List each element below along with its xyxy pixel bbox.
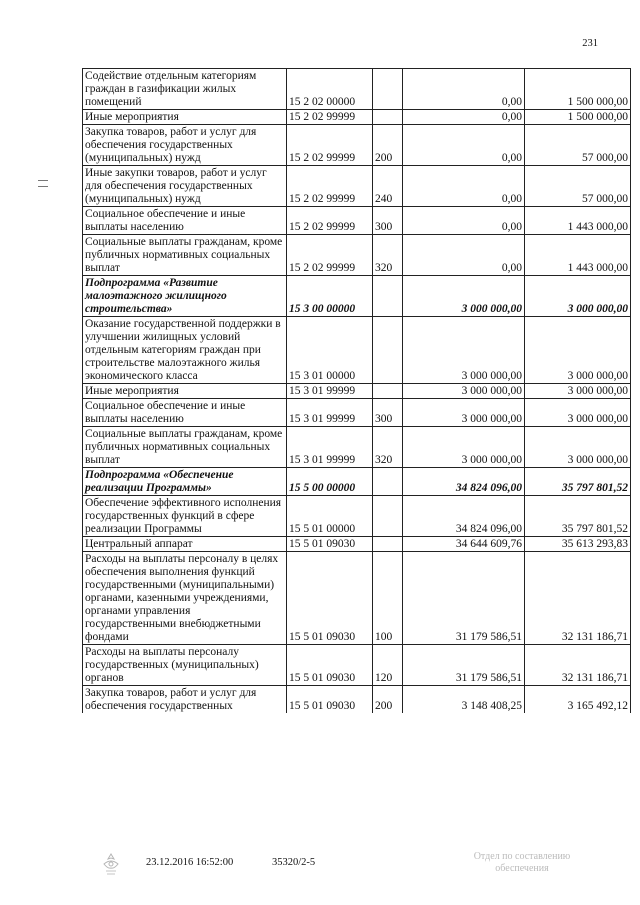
row-code: 15 3 01 99999 bbox=[287, 427, 373, 468]
table-row bbox=[83, 686, 631, 714]
table-row bbox=[83, 552, 631, 645]
row-kind bbox=[373, 276, 403, 317]
row-kind bbox=[373, 537, 403, 552]
row-code: 15 3 01 00000 bbox=[287, 317, 373, 384]
row-code: 15 2 02 99999 bbox=[287, 207, 373, 235]
table-row bbox=[83, 645, 631, 686]
row-kind: 240 bbox=[373, 166, 403, 207]
row-code: 15 5 01 09030 bbox=[287, 552, 373, 645]
table-row bbox=[83, 207, 631, 235]
row-value-2016: 0,00 bbox=[403, 125, 525, 166]
row-value-2017: 1 500 000,00 bbox=[525, 110, 631, 125]
row-kind bbox=[373, 496, 403, 537]
row-code: 15 5 01 00000 bbox=[287, 496, 373, 537]
row-value-2016: 3 148 408,25 bbox=[403, 686, 525, 714]
table-row bbox=[83, 384, 631, 399]
row-value-2016: 31 179 586,51 bbox=[403, 552, 525, 645]
row-value-2016: 0,00 bbox=[403, 235, 525, 276]
row-value-2017: 32 131 186,71 bbox=[525, 645, 631, 686]
row-code: 15 5 01 09030 bbox=[287, 686, 373, 714]
row-name: Социальное обеспечение и иные выплаты населению bbox=[83, 399, 287, 427]
table-row bbox=[83, 537, 631, 552]
row-code: 15 5 00 00000 bbox=[287, 468, 373, 496]
row-name: Оказание государственной поддержки в улучшении жилищных условий отдельным категориям граждан при строительстве малоэтажного жилья экономического класса bbox=[83, 317, 287, 384]
footer-datetime: 23.12.2016 16:52:00 bbox=[146, 857, 234, 868]
approval-stamp bbox=[452, 851, 592, 875]
row-code: 15 5 01 09030 bbox=[287, 537, 373, 552]
row-kind: 100 bbox=[373, 552, 403, 645]
table-row bbox=[83, 69, 631, 110]
budget-table bbox=[82, 68, 631, 713]
row-code: 15 2 02 99999 bbox=[287, 110, 373, 125]
row-name: Социальные выплаты гражданам, кроме публичных нормативных социальных выплат bbox=[83, 235, 287, 276]
row-name: Социальные выплаты гражданам, кроме публичных нормативных социальных выплат bbox=[83, 427, 287, 468]
row-value-2016: 0,00 bbox=[403, 166, 525, 207]
row-name: Закупка товаров, работ и услуг для обеспечения государственных (муниципальных) нужд bbox=[83, 125, 287, 166]
row-value-2016: 31 179 586,51 bbox=[403, 645, 525, 686]
row-value-2017: 32 131 186,71 bbox=[525, 552, 631, 645]
row-name: Обеспечение эффективного исполнения государственных функций в сфере реализации Программы bbox=[83, 496, 287, 537]
row-value-2017: 1 443 000,00 bbox=[525, 235, 631, 276]
row-value-2016: 3 000 000,00 bbox=[403, 427, 525, 468]
row-code: 15 3 01 99999 bbox=[287, 399, 373, 427]
table-row bbox=[83, 427, 631, 468]
row-value-2017: 1 443 000,00 bbox=[525, 207, 631, 235]
table-row bbox=[83, 235, 631, 276]
row-kind bbox=[373, 317, 403, 384]
row-name: Иные мероприятия bbox=[83, 110, 287, 125]
subprogram-row bbox=[83, 468, 631, 496]
table-row bbox=[83, 166, 631, 207]
row-kind: 200 bbox=[373, 686, 403, 714]
row-value-2017: 57 000,00 bbox=[525, 166, 631, 207]
row-value-2017: 3 000 000,00 bbox=[525, 317, 631, 384]
row-value-2017: 3 000 000,00 bbox=[525, 276, 631, 317]
row-kind: 320 bbox=[373, 427, 403, 468]
row-kind: 300 bbox=[373, 207, 403, 235]
row-value-2017: 3 000 000,00 bbox=[525, 399, 631, 427]
emblem-icon bbox=[100, 852, 122, 878]
row-code: 15 3 00 00000 bbox=[287, 276, 373, 317]
row-value-2017: 1 500 000,00 bbox=[525, 69, 631, 110]
row-value-2017: 3 000 000,00 bbox=[525, 384, 631, 399]
stamp-line: Отдел по составлению bbox=[473, 851, 571, 862]
row-value-2016: 34 824 096,00 bbox=[403, 468, 525, 496]
row-value-2017: 57 000,00 bbox=[525, 125, 631, 166]
row-name: Расходы на выплаты персоналу в целях обеспечения выполнения функций государственными (муниципальными) органами, казенными учреждениями, органами управления государственными внебюджетными фондами bbox=[83, 552, 287, 645]
row-value-2016: 3 000 000,00 bbox=[403, 384, 525, 399]
row-value-2016: 0,00 bbox=[403, 207, 525, 235]
margin-mark bbox=[38, 186, 48, 187]
footer-doc-code: 35320/2-5 bbox=[272, 857, 316, 868]
row-value-2017: 35 797 801,52 bbox=[525, 496, 631, 537]
row-kind bbox=[373, 69, 403, 110]
row-value-2017: 3 165 492,12 bbox=[525, 686, 631, 714]
margin-mark bbox=[38, 180, 48, 181]
row-code: 15 2 02 99999 bbox=[287, 235, 373, 276]
row-name: Иные закупки товаров, работ и услуг для обеспечения государственных (муниципальных) нужд bbox=[83, 166, 287, 207]
row-kind bbox=[373, 110, 403, 125]
stamp-line: обеспечения bbox=[495, 863, 549, 874]
row-code: 15 5 01 09030 bbox=[287, 645, 373, 686]
table-row bbox=[83, 317, 631, 384]
row-value-2017: 35 797 801,52 bbox=[525, 468, 631, 496]
row-kind: 300 bbox=[373, 399, 403, 427]
row-name: Иные мероприятия bbox=[83, 384, 287, 399]
row-value-2017: 3 000 000,00 bbox=[525, 427, 631, 468]
subprogram-row bbox=[83, 276, 631, 317]
row-value-2016: 34 824 096,00 bbox=[403, 496, 525, 537]
row-kind: 120 bbox=[373, 645, 403, 686]
row-name: Социальное обеспечение и иные выплаты населению bbox=[83, 207, 287, 235]
table-row bbox=[83, 125, 631, 166]
row-code: 15 2 02 99999 bbox=[287, 125, 373, 166]
row-kind: 320 bbox=[373, 235, 403, 276]
row-code: 15 2 02 00000 bbox=[287, 69, 373, 110]
row-name: Закупка товаров, работ и услуг для обеспечения государственных bbox=[83, 686, 287, 714]
row-value-2016: 3 000 000,00 bbox=[403, 276, 525, 317]
row-kind bbox=[373, 468, 403, 496]
page-number: 231 bbox=[582, 38, 598, 49]
row-name: Расходы на выплаты персоналу государственных (муниципальных) органов bbox=[83, 645, 287, 686]
row-value-2016: 3 000 000,00 bbox=[403, 399, 525, 427]
row-value-2016: 34 644 609,76 bbox=[403, 537, 525, 552]
row-value-2017: 35 613 293,83 bbox=[525, 537, 631, 552]
table-row bbox=[83, 399, 631, 427]
table-row bbox=[83, 496, 631, 537]
row-code: 15 3 01 99999 bbox=[287, 384, 373, 399]
row-name: Содействие отдельным категориям граждан в газификации жилых помещений bbox=[83, 69, 287, 110]
row-value-2016: 0,00 bbox=[403, 69, 525, 110]
row-name: Подпрограмма «Развитие малоэтажного жилищного строительства» bbox=[83, 276, 287, 317]
row-name: Подпрограмма «Обеспечение реализации Программы» bbox=[83, 468, 287, 496]
row-kind: 200 bbox=[373, 125, 403, 166]
row-value-2016: 0,00 bbox=[403, 110, 525, 125]
row-kind bbox=[373, 384, 403, 399]
table-row bbox=[83, 110, 631, 125]
row-code: 15 2 02 99999 bbox=[287, 166, 373, 207]
row-name: Центральный аппарат bbox=[83, 537, 287, 552]
row-value-2016: 3 000 000,00 bbox=[403, 317, 525, 384]
